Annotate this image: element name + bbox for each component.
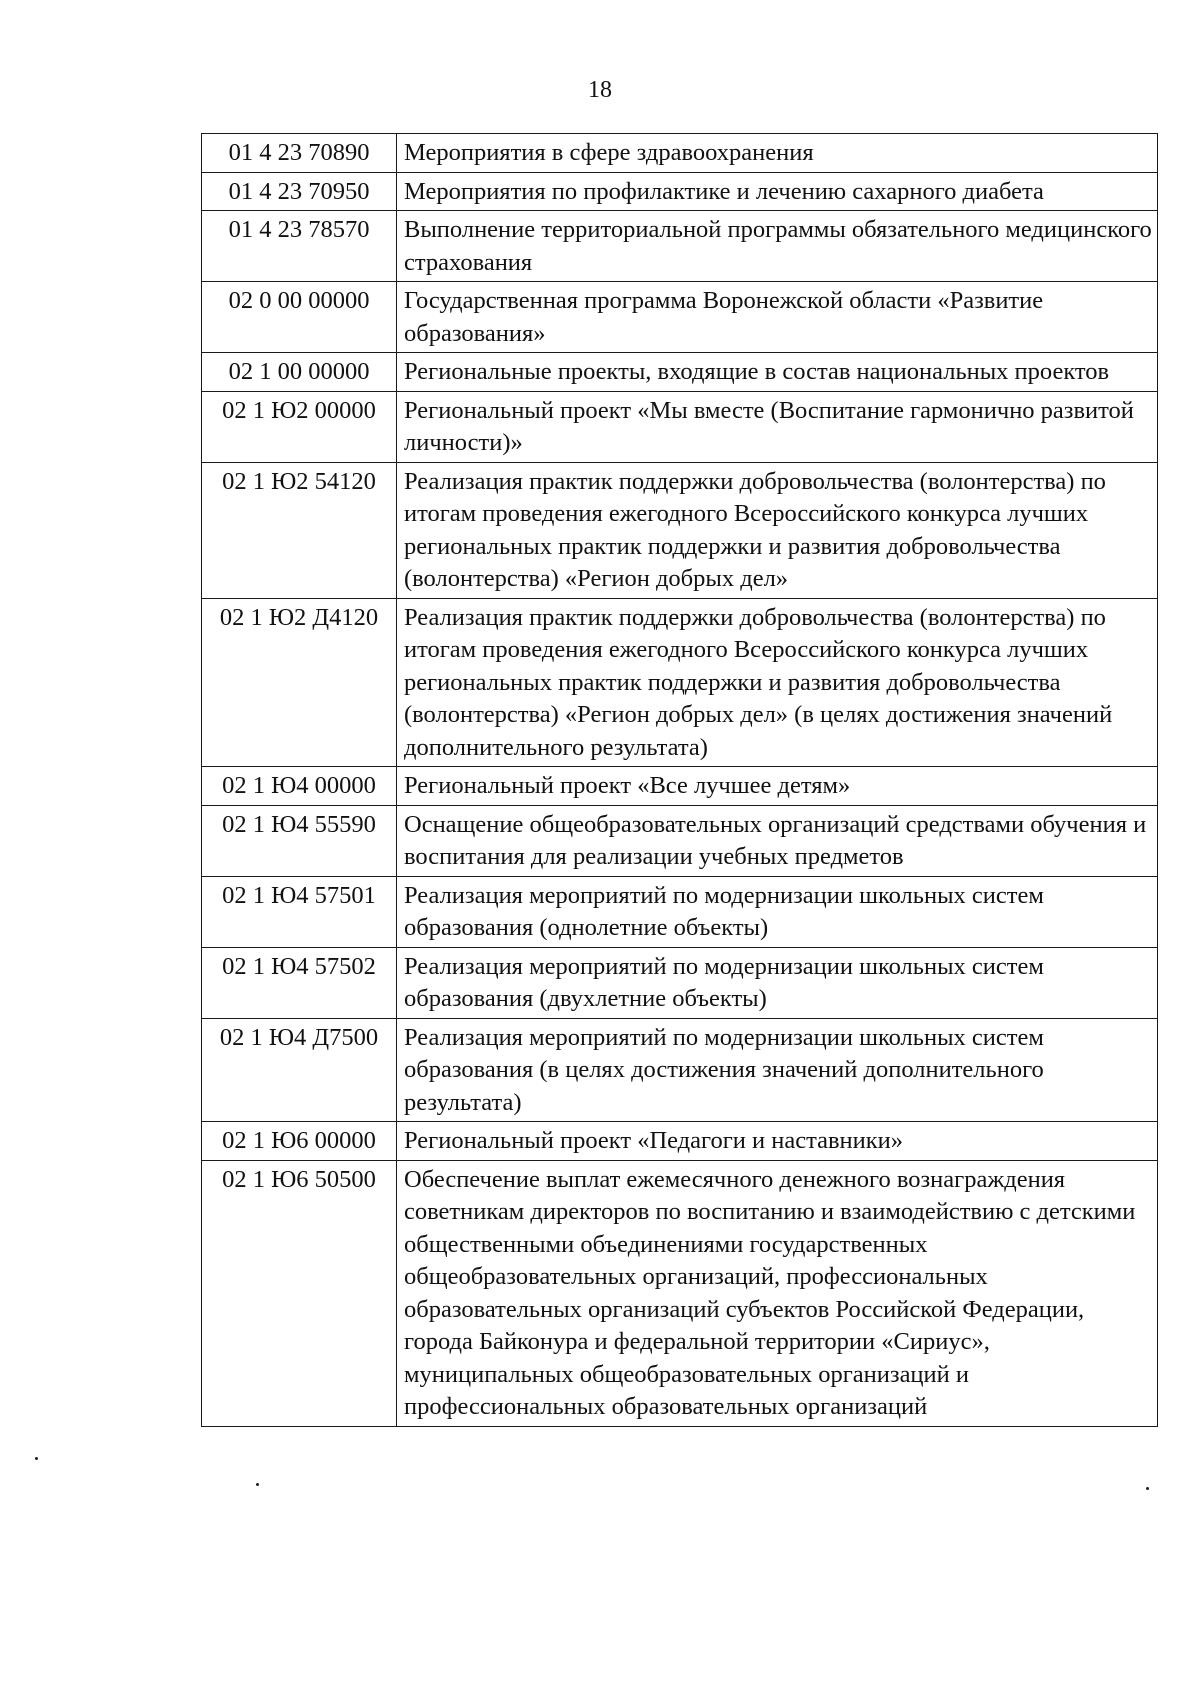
table-row bbox=[202, 172, 1158, 211]
page-number: 18 bbox=[588, 77, 612, 103]
row-description: Мероприятия по профилактике и лечению сахарного диабета bbox=[397, 172, 1158, 211]
table-row bbox=[202, 353, 1158, 392]
row-code: 02 1 Ю4 55590 bbox=[202, 805, 397, 876]
row-code: 02 1 Ю2 54120 bbox=[202, 462, 397, 598]
row-code: 01 4 23 70890 bbox=[202, 134, 397, 173]
row-code: 01 4 23 70950 bbox=[202, 172, 397, 211]
table-row bbox=[202, 1018, 1158, 1122]
row-code: 01 4 23 78570 bbox=[202, 211, 397, 282]
row-code: 02 1 Ю4 00000 bbox=[202, 767, 397, 806]
budget-classification-table bbox=[201, 133, 1158, 1427]
scan-speck bbox=[35, 1457, 38, 1460]
table-row bbox=[202, 947, 1158, 1018]
scan-speck bbox=[256, 1483, 259, 1486]
table-body bbox=[202, 134, 1158, 1427]
table-row bbox=[202, 391, 1158, 462]
row-description: Выполнение территориальной программы обязательного медицинского страхования bbox=[397, 211, 1158, 282]
row-description: Реализация мероприятий по модернизации школьных систем образования (в целях достижения значений дополнительного результата) bbox=[397, 1018, 1158, 1122]
row-description: Обеспечение выплат ежемесячного денежного вознаграждения советникам директоров по воспитанию и взаимодействию с детскими общественными объединениями государственных общеобразовательных организаций, профессиональных образовательных организаций субъектов Российской Федерации, города Байконура и федеральной территории «Сириус», муниципальных общеобразовательных организаций и профессиональных образовательных организаций bbox=[397, 1160, 1158, 1426]
row-description: Мероприятия в сфере здравоохранения bbox=[397, 134, 1158, 173]
row-code: 02 1 Ю2 00000 bbox=[202, 391, 397, 462]
row-description: Региональный проект «Все лучшее детям» bbox=[397, 767, 1158, 806]
table-row bbox=[202, 1122, 1158, 1161]
table-row bbox=[202, 598, 1158, 767]
table-row bbox=[202, 805, 1158, 876]
row-code: 02 1 Ю4 Д7500 bbox=[202, 1018, 397, 1122]
table-row bbox=[202, 134, 1158, 173]
row-description: Региональный проект «Мы вместе (Воспитание гармонично развитой личности)» bbox=[397, 391, 1158, 462]
row-description: Государственная программа Воронежской области «Развитие образования» bbox=[397, 282, 1158, 353]
table-row bbox=[202, 282, 1158, 353]
row-code: 02 1 Ю2 Д4120 bbox=[202, 598, 397, 767]
row-code: 02 1 Ю4 57502 bbox=[202, 947, 397, 1018]
row-description: Региональные проекты, входящие в состав национальных проектов bbox=[397, 353, 1158, 392]
table-row bbox=[202, 462, 1158, 598]
row-description: Региональный проект «Педагоги и наставники» bbox=[397, 1122, 1158, 1161]
table-row bbox=[202, 1160, 1158, 1426]
row-code: 02 1 Ю6 00000 bbox=[202, 1122, 397, 1161]
row-code: 02 1 Ю4 57501 bbox=[202, 876, 397, 947]
table-row bbox=[202, 876, 1158, 947]
row-code: 02 0 00 00000 bbox=[202, 282, 397, 353]
table-row bbox=[202, 211, 1158, 282]
row-code: 02 1 00 00000 bbox=[202, 353, 397, 392]
row-code: 02 1 Ю6 50500 bbox=[202, 1160, 397, 1426]
row-description: Реализация мероприятий по модернизации школьных систем образования (двухлетние объекты) bbox=[397, 947, 1158, 1018]
scan-speck bbox=[1146, 1487, 1149, 1490]
row-description: Оснащение общеобразовательных организаций средствами обучения и воспитания для реализации учебных предметов bbox=[397, 805, 1158, 876]
row-description: Реализация мероприятий по модернизации школьных систем образования (однолетние объекты) bbox=[397, 876, 1158, 947]
row-description: Реализация практик поддержки добровольчества (волонтерства) по итогам проведения ежегодного Всероссийского конкурса лучших региональных практик поддержки и развития добровольчества (волонтерства) «Регион добрых дел» bbox=[397, 462, 1158, 598]
row-description: Реализация практик поддержки добровольчества (волонтерства) по итогам проведения ежегодного Всероссийского конкурса лучших региональных практик поддержки и развития добровольчества (волонтерства) «Регион добрых дел» (в целях достижения значений дополнительного результата) bbox=[397, 598, 1158, 767]
table-row bbox=[202, 767, 1158, 806]
